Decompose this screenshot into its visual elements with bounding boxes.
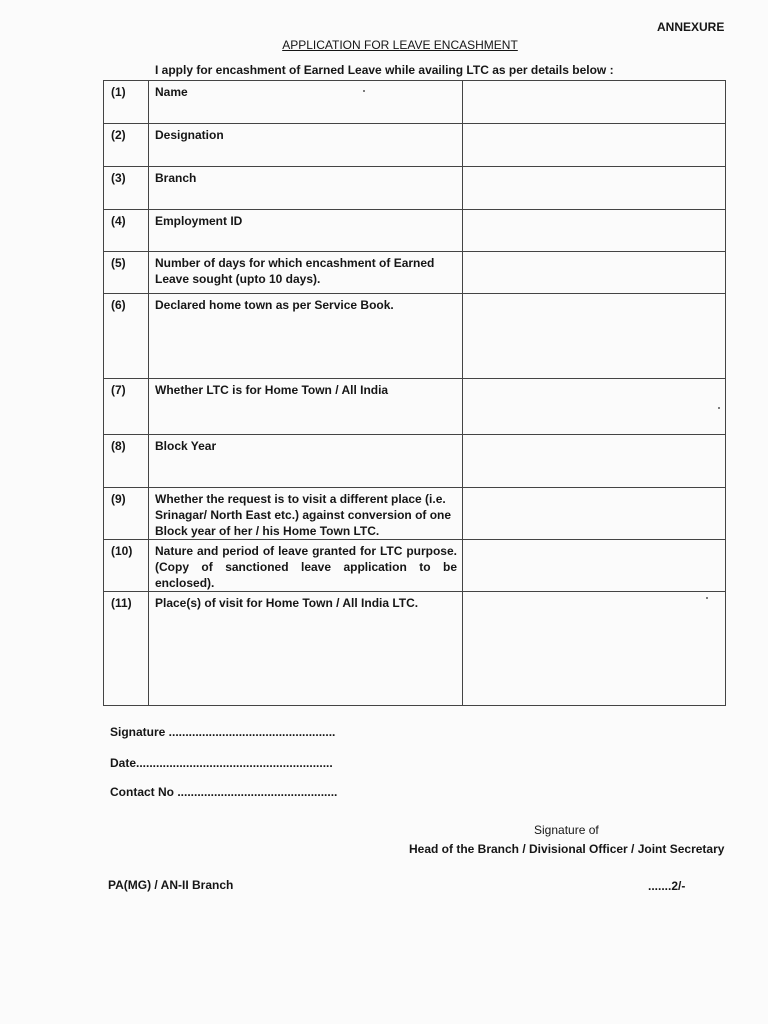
annexure-label: ANNEXURE — [657, 20, 725, 34]
row-label: Place(s) of visit for Home Town / All India LTC. — [149, 592, 463, 706]
row-label: Whether the request is to visit a different place (i.e. Srinagar/ North East etc.) against conversion of one Block year of her / his Home Town LTC. — [149, 488, 463, 540]
form-title: APPLICATION FOR LEAVE ENCASHMENT — [282, 38, 518, 52]
contact-number-line[interactable]: Contact No ................................................ — [110, 785, 338, 799]
page-continuation: .......2/- — [648, 879, 686, 893]
row-number: (2) — [104, 124, 149, 167]
row-number: (5) — [104, 252, 149, 294]
authority-title: Head of the Branch / Divisional Officer / Joint Secretary — [409, 842, 725, 856]
form-row — [104, 540, 726, 592]
form-row — [104, 167, 726, 210]
row-label: Name — [149, 81, 463, 124]
row-label: Declared home town as per Service Book. — [149, 294, 463, 379]
row-label: Branch — [149, 167, 463, 210]
form-row — [104, 294, 726, 379]
form-row — [104, 210, 726, 252]
row-number: (9) — [104, 488, 149, 540]
row-number: (11) — [104, 592, 149, 706]
home-town-field[interactable] — [463, 294, 726, 379]
footer-branch: PA(MG) / AN-II Branch — [108, 878, 234, 892]
row-label: Employment ID — [149, 210, 463, 252]
row-number: (1) — [104, 81, 149, 124]
branch-field[interactable] — [463, 167, 726, 210]
row-number: (7) — [104, 379, 149, 435]
designation-field[interactable] — [463, 124, 726, 167]
intro-text: I apply for encashment of Earned Leave while availing LTC as per details below : — [155, 63, 614, 77]
form-row — [104, 592, 726, 706]
row-number: (8) — [104, 435, 149, 488]
form-row — [104, 379, 726, 435]
row-number: (10) — [104, 540, 149, 592]
authority-signature-label: Signature of — [534, 823, 599, 837]
places-of-visit-field[interactable] — [463, 592, 726, 706]
date-line[interactable]: Date........................................................... — [110, 756, 333, 770]
row-number: (3) — [104, 167, 149, 210]
form-row — [104, 252, 726, 294]
form-row — [104, 124, 726, 167]
row-label: Whether LTC is for Home Town / All India — [149, 379, 463, 435]
employment-id-field[interactable] — [463, 210, 726, 252]
application-form-table — [103, 80, 726, 706]
scan-speck — [706, 597, 708, 599]
row-label: Designation — [149, 124, 463, 167]
applicant-signature-line[interactable]: Signature .................................................. — [110, 725, 336, 739]
form-row — [104, 81, 726, 124]
row-number: (4) — [104, 210, 149, 252]
encashment-days-field[interactable] — [463, 252, 726, 294]
ltc-type-field[interactable] — [463, 379, 726, 435]
different-place-field[interactable] — [463, 488, 726, 540]
form-row — [104, 435, 726, 488]
name-field[interactable] — [463, 81, 726, 124]
form-row — [104, 488, 726, 540]
scan-speck — [718, 407, 720, 409]
row-label: Number of days for which encashment of Earned Leave sought (upto 10 days). — [149, 252, 463, 294]
row-label: Block Year — [149, 435, 463, 488]
block-year-field[interactable] — [463, 435, 726, 488]
row-number: (6) — [104, 294, 149, 379]
scan-speck — [363, 90, 365, 92]
row-label: Nature and period of leave granted for LTC purpose. (Copy of sanctioned leave application to be enclosed). — [149, 540, 463, 592]
leave-nature-field[interactable] — [463, 540, 726, 592]
